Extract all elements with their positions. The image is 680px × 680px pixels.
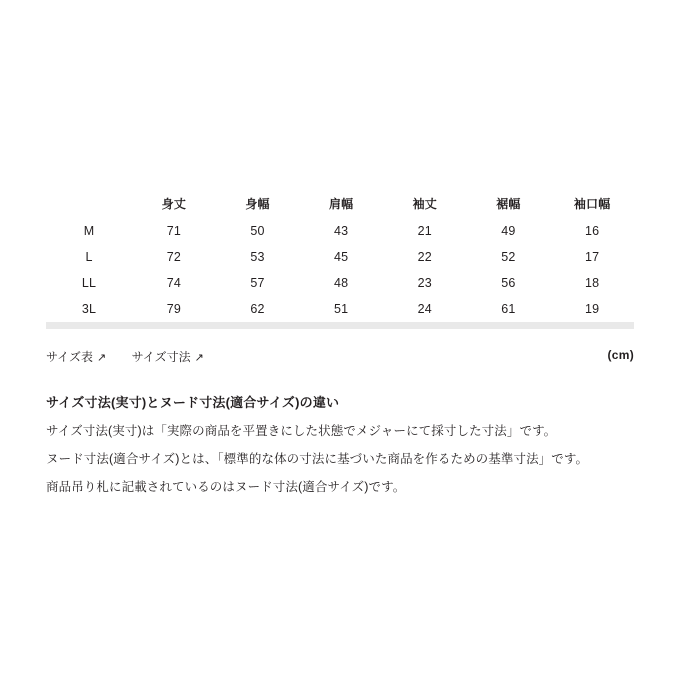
cell-m-sodetake: 21	[417, 224, 432, 238]
row-label-l: L	[85, 250, 93, 264]
unit-label: (cm)	[607, 348, 634, 362]
cell-l-sodetake: 22	[417, 250, 432, 264]
external-link-arrow-icon: ↗	[194, 352, 204, 364]
link-size-chart[interactable]	[46, 350, 106, 364]
table-header-row	[46, 190, 634, 218]
explanation-heading: サイズ寸法(実寸)とヌード寸法(適合サイズ)の違い	[46, 395, 340, 410]
column-header-mihaba: 身幅	[245, 197, 270, 211]
table-row	[46, 218, 634, 244]
table-corner-cell	[46, 190, 132, 218]
column-header-sodeguchihaba: 袖口幅	[573, 197, 611, 211]
cell-l-sodeguchihaba: 17	[584, 250, 600, 264]
section-divider	[46, 322, 634, 329]
size-table	[46, 190, 634, 322]
column-header-sodetake: 袖丈	[412, 197, 437, 211]
cell-l-susohaba: 52	[501, 250, 516, 264]
cell-ll-katahaba: 48	[334, 276, 349, 290]
column-header-susohaba: 裾幅	[496, 197, 521, 211]
explanation-line-3: 商品吊り札に記載されているのはヌード寸法(適合サイズ)です。	[46, 479, 406, 494]
cell-m-susohaba: 49	[501, 224, 516, 238]
external-link-arrow-icon: ↗	[97, 352, 107, 364]
table-row	[46, 270, 634, 296]
cell-ll-susohaba: 56	[501, 276, 516, 290]
row-label-m: M	[83, 224, 95, 238]
explanation-line-2: ヌード寸法(適合サイズ)とは、「標準的な体の寸法に基づいた商品を作るための基準寸法」です。	[46, 451, 589, 466]
cell-ll-mitake: 74	[166, 276, 182, 290]
cell-l-mihaba: 53	[250, 250, 265, 264]
cell-ll-sodeguchihaba: 18	[584, 276, 600, 290]
column-header-katahaba: 肩幅	[328, 197, 354, 211]
cell-ll-sodetake: 23	[417, 276, 432, 290]
cell-m-mitake: 71	[166, 224, 182, 238]
row-label-ll: LL	[81, 276, 97, 290]
link-size-measure-label: サイズ寸法	[131, 350, 191, 364]
column-header-mitake: 身丈	[161, 197, 187, 211]
cell-m-sodeguchihaba: 16	[584, 224, 600, 238]
table-row	[46, 244, 634, 270]
cell-3l-susohaba: 61	[501, 302, 516, 316]
cell-l-katahaba: 45	[334, 250, 349, 264]
cell-3l-sodetake: 24	[417, 302, 432, 316]
size-table-container	[46, 190, 634, 322]
cell-l-mitake: 72	[166, 250, 182, 264]
explanation-block	[46, 392, 646, 505]
link-size-measure[interactable]	[132, 350, 204, 364]
cell-3l-mitake: 79	[166, 302, 182, 316]
size-links-row	[46, 348, 634, 366]
explanation-line-1: サイズ寸法(実寸)は「実際の商品を平置きにした状態でメジャーにて採寸した寸法」です。	[46, 424, 557, 438]
cell-m-katahaba: 43	[334, 224, 349, 238]
link-size-chart-label: サイズ表	[46, 350, 94, 364]
table-row	[46, 296, 634, 322]
row-label-3l: 3L	[81, 302, 97, 316]
cell-3l-katahaba: 51	[334, 302, 349, 316]
cell-m-mihaba: 50	[250, 224, 265, 238]
cell-ll-mihaba: 57	[250, 276, 265, 290]
cell-3l-sodeguchihaba: 19	[584, 302, 600, 316]
cell-3l-mihaba: 62	[250, 302, 265, 316]
